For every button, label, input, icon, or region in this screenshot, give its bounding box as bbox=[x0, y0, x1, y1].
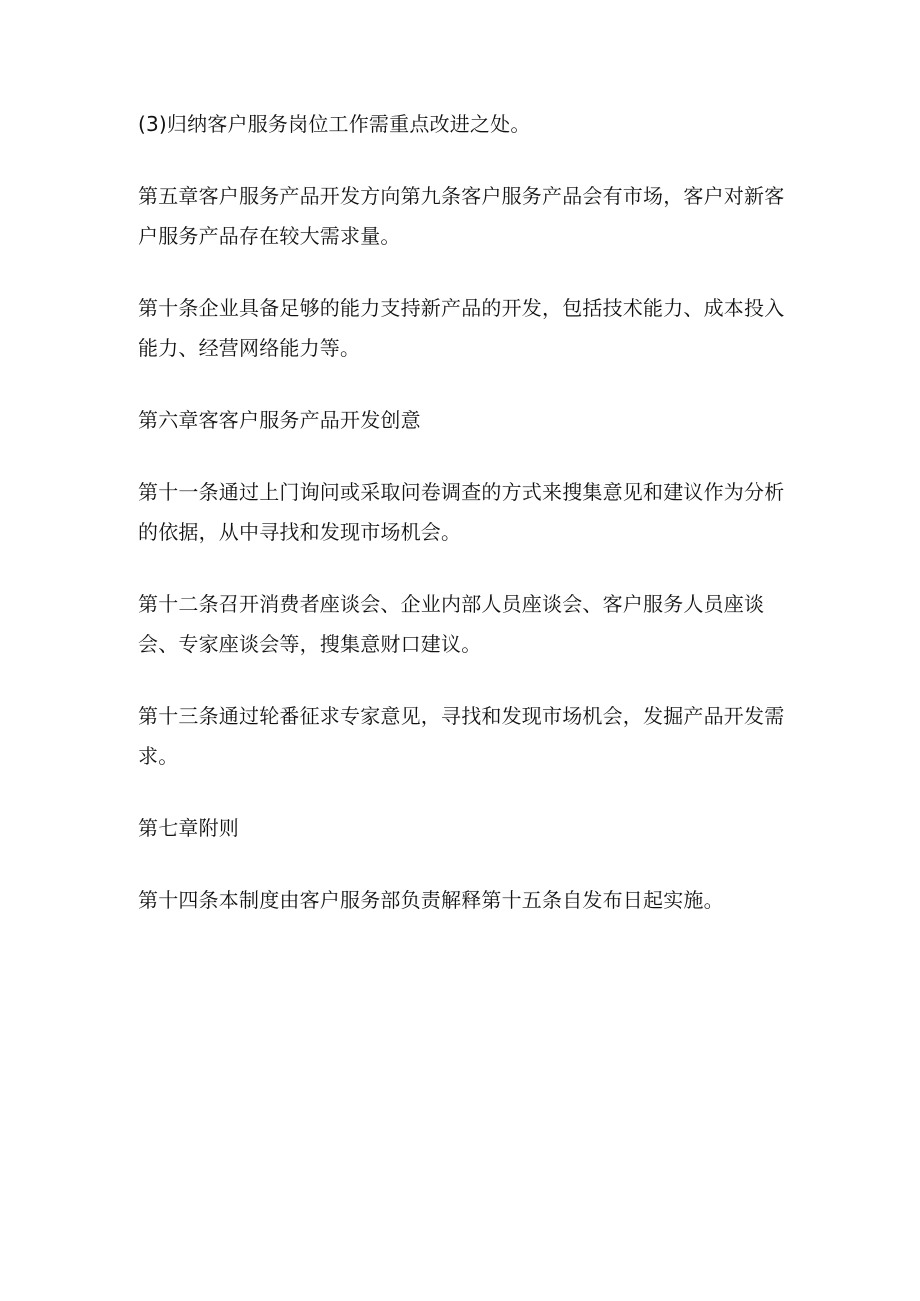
paragraph-improvement-summary: (3)归纳客户服务岗位工作需重点改进之处。 bbox=[138, 112, 531, 136]
paragraph-chapter-five-article-nine: 第五章客户服务产品开发方向第九条客户服务产品会有市场，客户对新客户服务产品存在较大需求量。 bbox=[138, 184, 785, 248]
paragraph-article-thirteen: 第十三条通过轮番征求专家意见，寻找和发现市场机会，发掘产品开发需求。 bbox=[138, 704, 785, 768]
paragraph-article-eleven: 第十一条通过上门询问或采取问卷调查的方式来搜集意见和建议作为分析的依据，从中寻找和发现市场机会。 bbox=[138, 480, 785, 544]
heading-chapter-six: 第六章客客户服务产品开发创意 bbox=[138, 408, 421, 432]
heading-chapter-seven: 第七章附则 bbox=[138, 816, 239, 840]
document-body bbox=[138, 104, 798, 952]
paragraph-article-twelve: 第十二条召开消费者座谈会、企业内部人员座谈会、客户服务人员座谈会、专家座谈会等，搜集意财口建议。 bbox=[138, 592, 765, 656]
paragraph-article-fourteen: 第十四条本制度由客户服务部负责解释第十五条自发布日起实施。 bbox=[138, 888, 724, 912]
paragraph-article-ten: 第十条企业具备足够的能力支持新产品的开发，包括技术能力、成本投入能力、经营网络能力等。 bbox=[138, 296, 785, 360]
